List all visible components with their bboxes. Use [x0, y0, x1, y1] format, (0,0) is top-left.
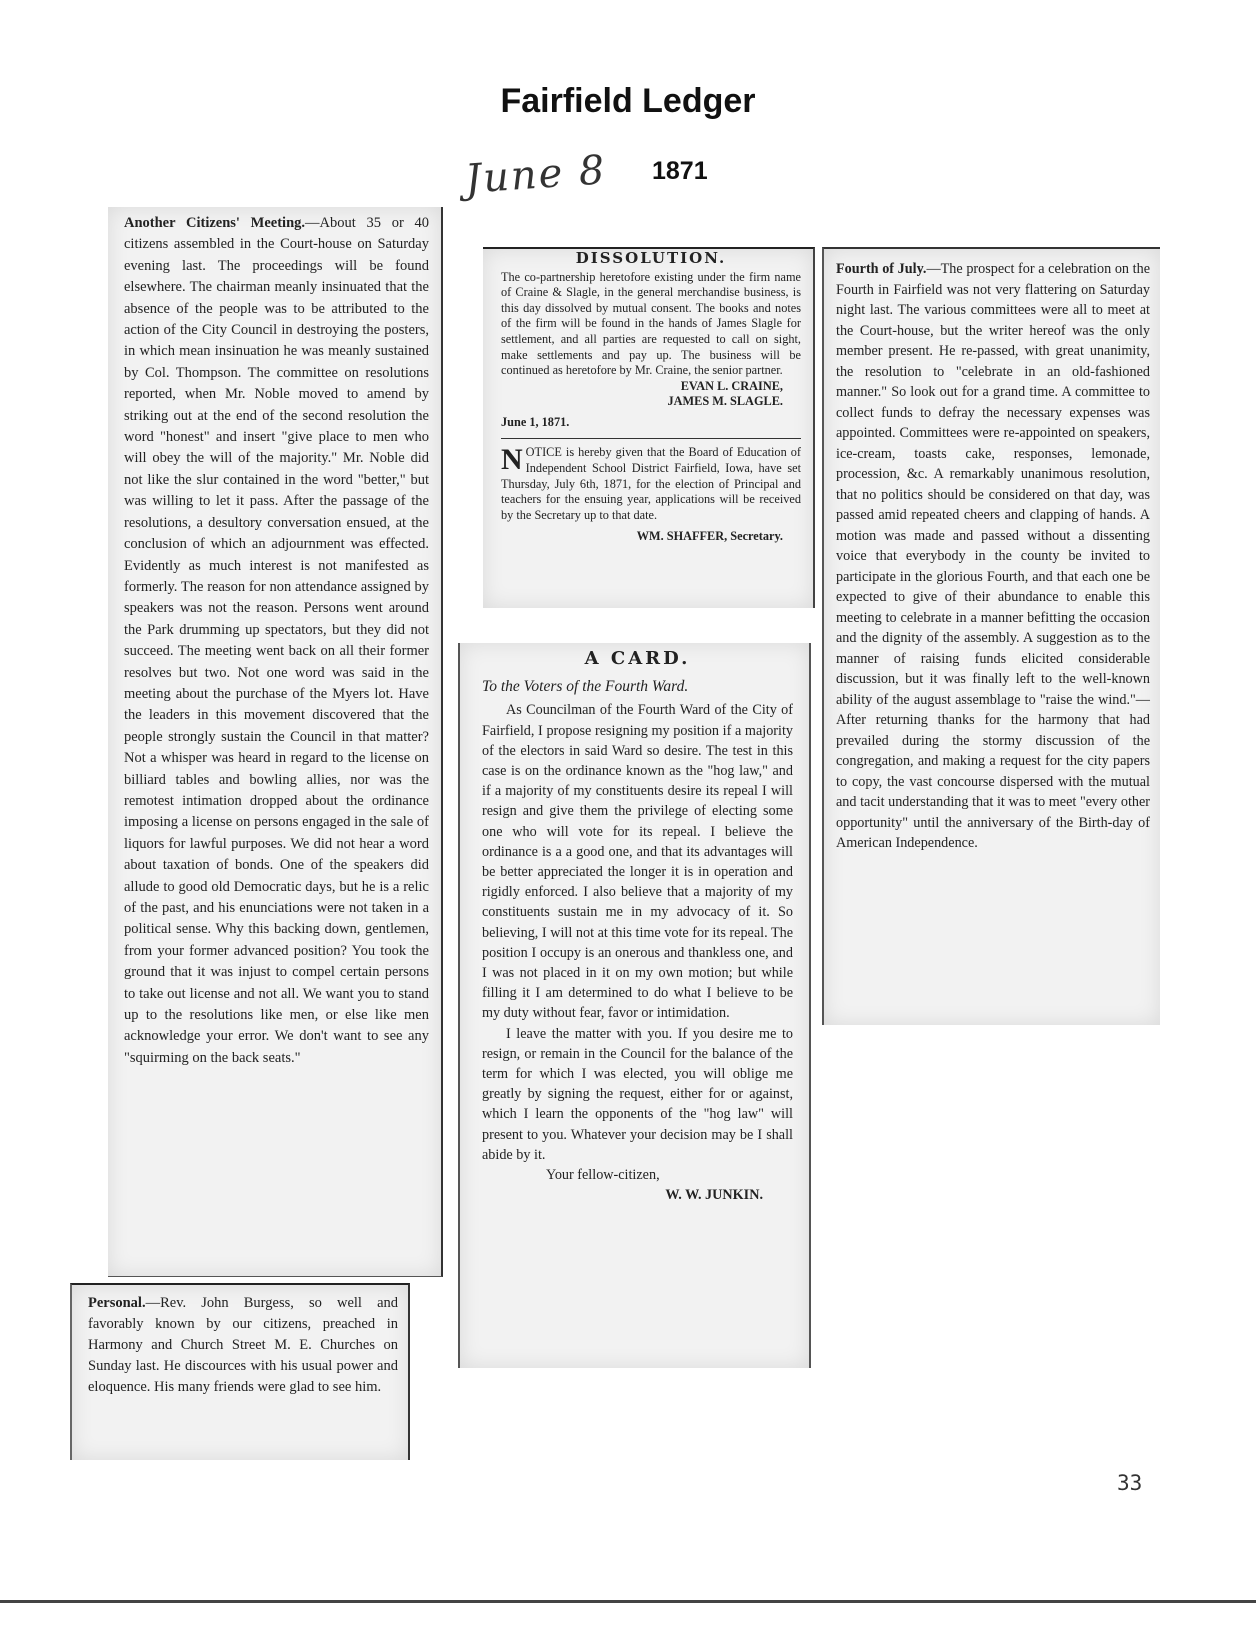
page-title: Fairfield Ledger: [500, 82, 756, 120]
dissolution-body: The co-partnership heretofore existing under the firm name of Craine & Slagle, in the general merchandise business, is this day dissolved by mutual consent. The books and notes of the firm will be found in the hands of James Slagle for settlement, and all parties are requested to call on sight, make settlements and pay up. The business will be continued as heretofore by Mr. Craine, the senior partner.: [501, 269, 801, 378]
fourth-of-july-article: [836, 259, 1150, 854]
citizens-meeting-body: —About 35 or 40 citizens assembled in the Court-house on Saturday evening last. The proceedings will be found elsewhere. The chairman meanly insinuated that the absence of the people was to be attributed to the action of the City Council in destroying the posters, in which mean insinuation he was meanly sustained by Col. Thompson. The committee on resolutions reported, when Mr. Noble moved to amend by striking out at the end of the second resolution the word "honest" and insert "give place to men who will obey the will of the majority." Mr. Noble did not like the slur contained in the word "better," but was willing to let it pass. After the passage of the resolutions, a desultory conversation ensued, at the conclusion of which an adjournment was effected. Evidently as much interest is not manifested as formerly. The reason for non attendance assigned by speakers was not the reason. Persons went around the Park drumming up spectators, but they did not succeed. The meeting went back on all their former resolves but two. Not one word was said in the meeting about the purchase of the Myers lot. Have the leaders in this movement discovered that the people strongly sustain the Council in that matter? Not a whisper was heard in regard to the license on billiard tables and bowling allies, nor was the remotest intimation dropped about the ordinance imposing a license on persons engaged in the sale of liquors for lawful purposes. We did not hear a word about taxation of bonds. One of the speakers did allude to good old Democratic days, but he is a relic of the past, and his enunciations were not taken in a political sense. Why this backing down, gentlemen, from your former advanced position? You took the ground that it was injust to compel certain persons to take out license and not all. We want you to stand up to the resolutions like men, or else like men acknowledge your error. We don't want to see any "squirming on the back seats.": [124, 215, 429, 1066]
notice-paragraph: [501, 445, 801, 523]
clipping-citizens-meeting: [108, 207, 443, 1277]
personal-lead: Personal.: [88, 1295, 146, 1311]
fourth-of-july-lead: Fourth of July.: [836, 261, 927, 277]
card-paragraph-2: I leave the matter with you. If you desire me to resign, or remain in the Council for the balance of the term for which I was elected, you will oblige me greatly by signing the request, either for or against, which I learn the opponents of the "hog law" will present to you. Whatever your decision may be I shall abide by it.: [482, 1025, 793, 1163]
clipping-personal: [70, 1283, 410, 1460]
clipping-dissolution-notice: [483, 247, 815, 608]
dissolution-heading: DISSOLUTION.: [575, 249, 727, 267]
handwritten-date: June 8: [463, 147, 608, 203]
fourth-of-july-body: —The prospect for a celebration on the Fourth in Fairfield was not very flattering on Saturday night last. The various committees were all to meet at the Court-house, but the writer hereof was the only member present. He re-passed, with great unanimity, the resolution to "celebrate in an old-fashioned manner." So look out for a grand time. A committee to collect funds to defray the necessary expenses was appointed. Committees were re-appointed on speakers, ice-cream, toasts cake, responses, lemonade, procession, &c. A remarkably unanimous resolution, that no politics should be considered on that day, was passed amid repeated cheers and clapping of hands. A motion was made and passed without a dissenting voice that everybody in the county be invited to participate in the glorious Fourth, and that each one be expected to give of their abundance to enable this meeting to celebrate in a manner befitting the occasion and the dignity of the assembly. A suggestion as to the manner of raising funds elicited considerable discussion, but it was finally left to the well-known ability of the august assemblage to "raise the wind."—After returning thanks for the harmony that had prevailed during the stormy discussion of the congregation, and making a request for the city papers to copy, the vast concourse dispersed with the mutual and tacit understanding that it was to meet "every other opportunity" until the anniversary of the Birth-day of American Independence.: [836, 261, 1150, 851]
page-number: 33: [1117, 1471, 1143, 1495]
dissolution-signer-2: JAMES M. SLAGLE.: [667, 393, 783, 408]
notice-signature: WM. SHAFFER, Secretary.: [636, 529, 783, 544]
card-paragraph-1: As Councilman of the Fourth Ward of the City of Fairfield, I propose resigning my position if a majority of the electors in said Ward so desire. The test in this case is on the ordinance known as the "hog law," and if a majority of my constituents desire its repeal I will resign and give them the privilege of electing some one who will vote for its repeal. I believe the ordinance is a a good one, and that its advantages will be better appreciated the longer it is in operation and rigidly enforced. I also believe that a majority of my constituents sustain me in my advocacy of it. So believing, I will not at this time vote for its repeal. The position I occupy is an onerous and thankless one, and I was not placed in it on my own motion; but while filling it I am determined to do what I believe to be my duty without fear, favor or intimidation.: [482, 702, 793, 1022]
bottom-scan-edge: [0, 1600, 1256, 1603]
personal-body: —Rev. John Burgess, so well and favorably known by our citizens, preached in Harmony and Church Street M. E. Churches on Sunday last. He discources with his usual power and eloquence. His many friends were glad to see him.: [88, 1295, 398, 1395]
date-year: 1871: [652, 157, 708, 185]
clipping-a-card: [458, 643, 811, 1368]
dissolution-date: June 1, 1871.: [501, 414, 570, 429]
notice-drop-cap: N: [501, 443, 523, 477]
notice-body: OTICE is hereby given that the Board of Education of Independent School District Fairfield, Iowa, have set Thursday, July 6th, 1871, for the election of Principal and teachers for the ensuing year, applications will be received by the Secretary up to that date.: [501, 445, 801, 522]
card-subheading: To the Voters of the Fourth Ward.: [482, 678, 689, 696]
citizens-meeting-lead: Another Citizens' Meeting.: [124, 215, 306, 231]
notice-divider: [501, 438, 801, 439]
dissolution-signer-1: EVAN L. CRAINE,: [680, 378, 783, 393]
citizens-meeting-article: [124, 213, 429, 1069]
clipping-fourth-of-july: [822, 247, 1160, 1025]
card-closing: Your fellow-citizen,: [546, 1167, 660, 1184]
card-heading: A CARD.: [584, 648, 691, 669]
card-signature: W. W. JUNKIN.: [665, 1187, 763, 1204]
personal-article: [88, 1293, 398, 1398]
